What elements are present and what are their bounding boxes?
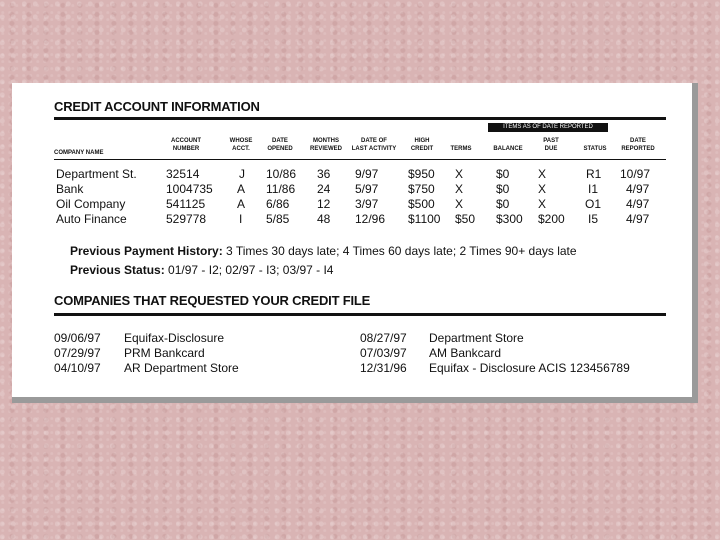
cell-opened: 10/86 (266, 167, 297, 181)
cell-balance: $0 (496, 167, 510, 181)
cell-number: 1004735 (166, 182, 213, 196)
cell-number: 541125 (166, 197, 206, 211)
cell-balance: $0 (496, 182, 510, 196)
hdr-months-reviewed (306, 137, 346, 153)
cell-company: Department St. (56, 167, 137, 181)
cell-reported: 4/97 (626, 197, 650, 211)
request-date: 07/03/97 (360, 346, 407, 360)
hdr-line: OPENED (267, 146, 293, 152)
cell-reported: 4/97 (626, 182, 650, 196)
request-company: Equifax - Disclosure ACIS 123456789 (429, 361, 630, 375)
cell-whose: J (239, 167, 245, 181)
hdr-past-due (534, 137, 568, 153)
previous-status-line (70, 263, 333, 277)
request-date: 04/10/97 (54, 361, 101, 375)
request-company: Department Store (429, 331, 524, 345)
cell-last: 12/96 (355, 212, 386, 226)
request-company: AM Bankcard (429, 346, 502, 360)
previous-status-label: Previous Status: (70, 263, 165, 277)
cell-last: 5/97 (355, 182, 379, 196)
hdr-line: DATE OF (361, 138, 387, 144)
hdr-line: HIGH (414, 138, 430, 144)
companies-requested-title: COMPANIES THAT REQUESTED YOUR CREDIT FILE (54, 293, 371, 308)
cell-whose: A (237, 197, 246, 211)
request-date: 12/31/96 (360, 361, 407, 375)
cell-last: 9/97 (355, 167, 379, 181)
table-row (12, 212, 698, 227)
hdr-line: WHOSE (229, 138, 253, 144)
hdr-terms: TERMS (450, 146, 472, 152)
cell-terms: X (455, 182, 464, 196)
hdr-line: NUMBER (172, 146, 200, 152)
cell-high: $1100 (408, 212, 441, 226)
cell-company: Auto Finance (56, 212, 127, 226)
hdr-line: DATE (630, 138, 646, 144)
hdr-line: ACCT. (232, 146, 250, 152)
cell-whose: A (237, 182, 246, 196)
cell-terms: X (455, 197, 464, 211)
cell-opened: 6/86 (266, 197, 290, 211)
previous-status-text: 01/97 - I2; 02/97 - I3; 03/97 - I4 (164, 263, 334, 277)
cell-months: 36 (317, 167, 331, 181)
items-as-of-bar: ITEMS AS OF DATE REPORTED (488, 123, 608, 132)
request-company: Equifax-Disclosure (124, 331, 225, 345)
cell-past-due: X (538, 197, 547, 211)
table-row (12, 197, 698, 212)
credit-report-card (12, 83, 698, 403)
hdr-date-opened (262, 137, 298, 153)
request-company: AR Department Store (124, 361, 239, 375)
cell-months: 12 (317, 197, 331, 211)
hdr-status: STATUS (583, 146, 607, 152)
cell-high: $750 (408, 182, 435, 196)
hdr-line: REPORTED (621, 146, 655, 152)
request-date: 08/27/97 (360, 331, 407, 345)
cell-last: 3/97 (355, 197, 379, 211)
cell-past-due: X (538, 167, 547, 181)
cell-status: O1 (585, 197, 602, 211)
cell-high: $500 (408, 197, 435, 211)
cell-status: R1 (586, 167, 602, 181)
cell-past-due: $200 (538, 212, 565, 226)
hdr-line: MONTHS (313, 138, 339, 144)
cell-company: Oil Company (56, 197, 126, 211)
cell-balance: $0 (496, 197, 510, 211)
cell-number: 32514 (166, 167, 200, 181)
credit-account-title: CREDIT ACCOUNT INFORMATION (54, 99, 260, 114)
cell-balance: $300 (496, 212, 523, 226)
cell-status: I1 (588, 182, 599, 196)
request-date: 07/29/97 (54, 346, 101, 360)
cell-months: 24 (317, 182, 331, 196)
request-company: PRM Bankcard (124, 346, 205, 360)
cell-high: $950 (408, 167, 435, 181)
hdr-line: CREDIT (410, 146, 434, 152)
hdr-whose-acct (226, 137, 256, 153)
cell-past-due: X (538, 182, 547, 196)
cell-terms: $50 (455, 212, 476, 226)
section2-rule (54, 313, 666, 316)
cell-months: 48 (317, 212, 331, 226)
hdr-account-number (164, 137, 208, 153)
cell-number: 529778 (166, 212, 207, 226)
hdr-line: ACCOUNT (171, 138, 201, 144)
cell-opened: 5/85 (266, 212, 290, 226)
table-row (12, 167, 698, 182)
hdr-high-credit (404, 137, 440, 153)
cell-company: Bank (56, 182, 84, 196)
hdr-last-activity (348, 137, 400, 153)
hdr-line: DUE (544, 146, 558, 152)
hdr-line: REVIEWED (309, 146, 342, 152)
cell-reported: 4/97 (626, 212, 650, 226)
header-rule (54, 159, 666, 160)
cell-opened: 11/86 (266, 182, 296, 196)
payment-history-label: Previous Payment History: (70, 244, 223, 258)
payment-history-text: 3 Times 30 days late; 4 Times 60 days late; 2 Times 90+ days late (222, 244, 577, 258)
hdr-date-reported (616, 137, 660, 153)
hdr-line: LAST ACTIVITY (351, 146, 397, 152)
cell-terms: X (455, 167, 464, 181)
request-date: 09/06/97 (54, 331, 101, 345)
hdr-line: PAST (543, 138, 559, 144)
hdr-balance: BALANCE (493, 146, 523, 152)
hdr-line: DATE (272, 138, 288, 144)
cell-reported: 10/97 (620, 167, 651, 181)
cell-status: I5 (588, 212, 599, 226)
hdr-company-name: COMPANY NAME (54, 150, 104, 156)
payment-history-line (70, 244, 577, 258)
table-row (12, 182, 698, 197)
title-rule (54, 117, 666, 120)
cell-whose: I (239, 212, 243, 226)
